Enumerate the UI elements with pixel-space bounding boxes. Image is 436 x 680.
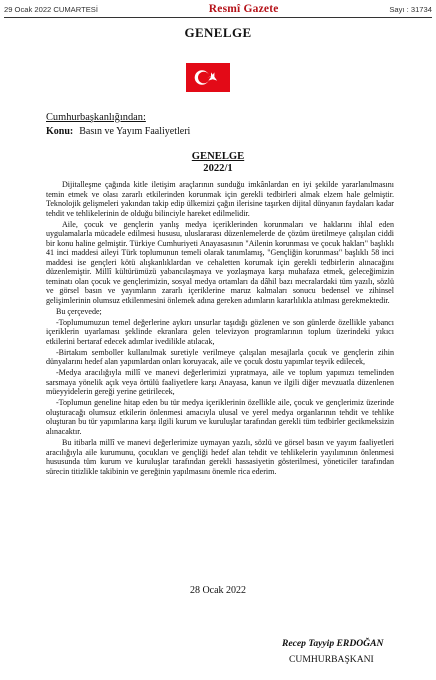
masthead [4,2,432,16]
masthead-divider [4,17,432,18]
gazette-name: Resmî Gazete [208,3,279,15]
list-item: -Toplumumuzun temel değerlerine aykırı unsurlar taşıdığı gözlenen ve son günlerde özellikle yabancı içeriklerin uyarlaması şeklinde ekranlara gelen televizyon programlarının toplum üzerindeki yıkıcı etkilerini bertaraf edecek adımlar ivedilikle atılacak, [46,317,394,346]
signatory-title: CUMHURBAŞKANI [289,654,374,665]
signing-date: 28 Ocak 2022 [189,585,247,596]
subject-label: Konu: [46,126,74,137]
paragraph: Bu çerçevede; [56,306,102,316]
paragraph: Aile, çocuk ve gençlerin yanlış medya içeriklerinden korunmaları ve haklarını ihlal eden uygulamalarla mücadele edilmesi hususu, uluslararası düzenlemelerde de çözüm üretilmeye çalışılan ciddi bir konu haline gelmiştir. Türkiye Cumhuriyeti Anayasasının "Ailenin korunması ve çocuk hakları" başlıklı 41 inci maddesi aileyi Türk toplumunun temeli olarak tanımlamış, "Gençliğin korunması" başlıklı 58 inci maddesi ise gençleri kötü alışkanlıklardan ve cehaletten korumak için gerekli tedbirlerin alınacağını düzenlemiştir. Millî kültürümüzü yabancılaşmaya ve yozlaşmaya karşı muhafaza etmek, geleceğimizin teminatı olan çocuk ve gençlerimizin, sosyal medya ortamları da dâhil bazı mecralardaki tüm yazılı, sözlü ve görsel basın ve yayımların zararlı içeriklerine maruz kalmaları sonucu bedensel ve zihinsel gelişimlerinin olumsuz etkilenmesini önlemek adına gereken adımların kararlılıkla atılması gerekmektedir. [46,219,394,305]
circular-title: GENELGE [191,151,245,162]
turkish-flag-icon [186,63,230,92]
document-body [46,180,394,478]
issue-number: Sayı : 31734 [389,4,432,14]
subject-line [46,126,190,137]
list-item: -Medya aracılığıyla millî ve manevi değerlerimizi yıpratmaya, aile ve toplum yapımızı temelinden sarsmaya yönelik açık veya örtülü faaliyetlere karşı Anayasa, kanun ve ilgili diğer mevzuatla düzenlenen müeyyidelerin gereği yerine getirilecek, [46,368,394,397]
page-title: GENELGE [184,25,252,40]
list-item: -Toplumun geneline hitap eden bu tür medya içeriklerinin özellikle aile, çocuk ve gençlerimiz üzerinde oluşturacağı olumsuz etkilerin önlenmesi amacıyla ulusal ve yerel medya organlarının tehdit ve tehlike oluşturan bu tür yapımlarına karşı ilgili kurum ve kuruluşlar tarafından gerekli tüm tedbirler gecikmeksizin alınacaktır. [46,398,394,437]
circular-number: 2022/1 [203,163,233,174]
subject-text: Basın ve Yayım Faaliyetleri [79,126,191,137]
paragraph: Bu itibarla millî ve manevi değerlerimize uymayan yazılı, sözlü ve görsel basın ve yayım faaliyetleri aracılığıyla aile kurumunu, çocukları ve gençliği hedef alan tehdit ve tehlikelerin yayılımının önlenmesi hususunda tüm kurum ve kuruluşlar tarafından gerekli hassasiyetin gösterilmesi, yöneticiler tarafından sürecin titizlikle takibinin ve gereğinin yapılmasını önemle rica ederim. [46,437,394,476]
issuer: Cumhurbaşkanlığından: [46,112,146,123]
publication-date: 29 Ocak 2022 CUMARTESİ [4,4,98,14]
list-item: -Birtakım semboller kullanılmak suretiyle verilmeye çalışılan mesajlarla çocuk ve gençlerin zihin dünyalarını hedef alan yapımlardan onları koruyacak, aile ve çocuk dostu yapımlar teşvik edilecek, [46,347,394,367]
paragraph: Dijitalleşme çağında kitle iletişim araçlarının sunduğu imkânlardan en iyi şekilde yararlanılmasını temin etmek ve olası zararlı etkilerinden korunmak için gerekli tedbirleri almak elzem hale gelmiştir. Teknolojik gelişmeleri yakından takip edip ülkemizi çağın ilerisine taşırken dijital dünyanın faydaları kadar tehdit ve tehlikelerinin de olduğu bilinciyle hareket edilmelidir. [46,180,394,218]
circular-heading [0,151,436,175]
signatory-name: Recep Tayyip ERDOĞAN [282,638,384,649]
